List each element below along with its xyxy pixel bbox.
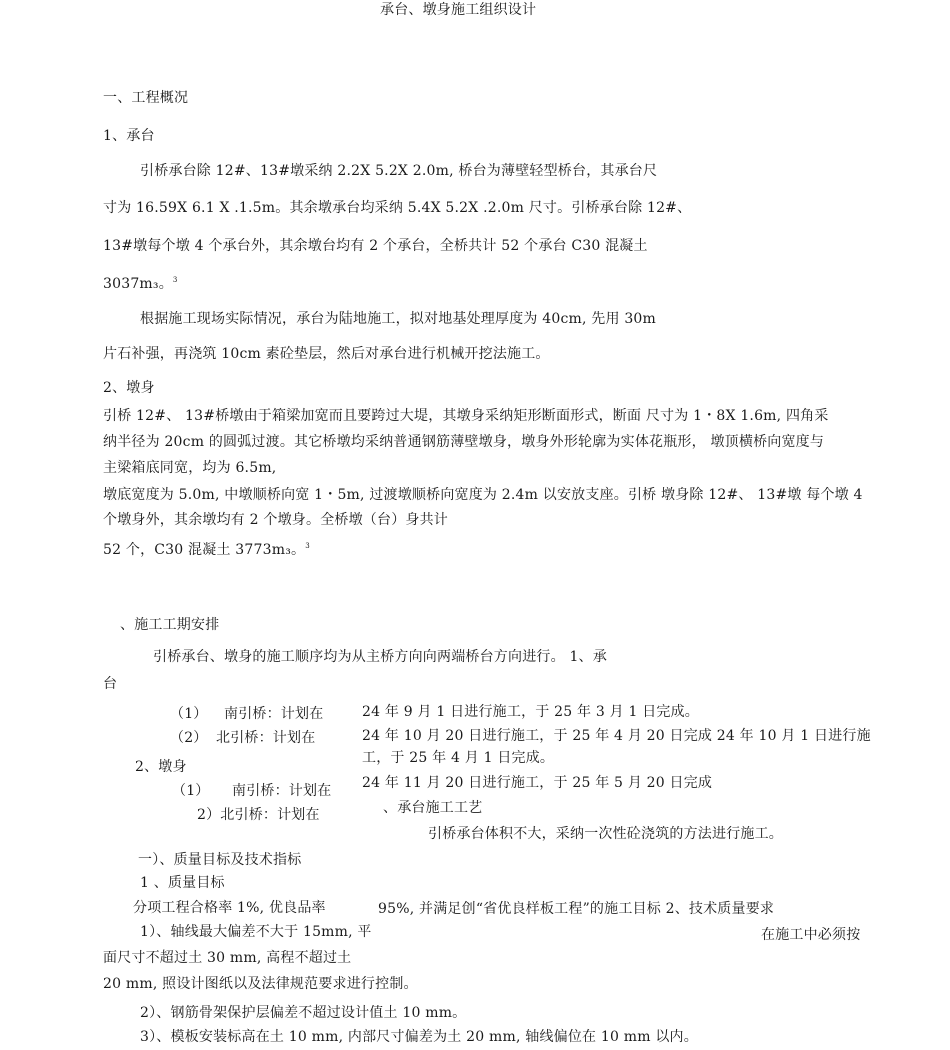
paragraph-line: 引桥 12#、 13#桥墩由于箱梁加宽而且要跨过大堤，其墩身采纳矩形断面形式，断面 尺寸为 1・8X 1.6m, 四角采 [103,408,829,424]
paragraph-line [103,274,178,294]
paragraph-line: 面尺寸不超过土 30 mm, 高程不超过土 [103,950,352,966]
paragraph-line: 个墩身外，其余墩均有 2 个墩身。全桥墩（台）身共计 [103,512,449,528]
paragraph-line: 分项工程合格率 1%, 优良品率 [133,900,326,916]
schedule-item-label: 北引桥：计划在 [216,730,316,746]
paragraph-line: 引桥承台体积不大，采纳一次性砼浇筑的方法进行施工。 [428,826,783,842]
paragraph-line: 在施工中必须按 [761,927,861,943]
paragraph-line: 墩底宽度为 5.0m, 中墩顺桥向宽 1・5m, 过渡墩顺桥向宽度为 2.4m 以安放支座。引桥 墩身除 12#、 13#墩 每个墩 4 [103,487,863,503]
schedule-item-number: （1） [170,706,208,722]
paragraph-line: 主梁箱底同宽，均为 6.5m, [103,460,277,476]
schedule-item-text: 24 年 11 月 20 日进行施工，于 25 年 5 月 20 日完成 [362,775,713,791]
paragraph-line: 2）、钢筋骨架保护层偏差不超过设计值土 10 mm。 [140,1005,467,1021]
paragraph-line: 3）、模板安装标高在土 10 mm, 内部尺寸偏差为土 20 mm, 轴线偏位在 10 mm 以内。 [140,1029,698,1045]
volume-text: 3037m₃。 [103,276,173,292]
paragraph-line: 20 mm, 照设计图纸以及法律规范要求进行控制。 [103,976,418,992]
paragraph-line: 13#墩每个墩 4 个承台外，其余墩台均有 2 个承台，全桥共计 52 个承台 C30 混凝土 [103,238,648,254]
schedule-item-label: 2）北引桥：计划在 [197,807,320,823]
paragraph-line: 根据施工现场实际情况，承台为陆地施工，拟对地基处理厚度为 40cm, 先用 30m [140,311,657,327]
section-heading-process: 、承台施工工艺 [383,800,483,816]
schedule-item-label: 南引桥：计划在 [232,783,332,799]
subheading-pier: 2、墩身 [103,380,155,396]
paragraph-line: 1）、轴线最大偏差不大于 15mm, 平 [140,924,372,940]
section-heading-quality: 一）、质量目标及技术指标 [138,852,302,868]
schedule-item-label: 南引桥：计划在 [224,706,324,722]
paragraph-line: 寸为 16.59X 6.1 X .1.5m。其余墩承台均采纳 5.4X 5.2X .2.0m 尺寸。引桥承台除 12#、 [103,200,692,216]
schedule-item-number: （1） [172,783,210,799]
schedule-item-text: 工，于 25 年 4 月 1 日完成。 [362,750,555,766]
paragraph-line [103,540,310,560]
schedule-item-text: 24 年 9 月 1 日进行施工，于 25 年 3 月 1 日完成。 [362,704,700,720]
paragraph-line: 片石补强，再浇筑 10cm 素砼垫层，然后对承台进行机械开挖法施工。 [103,346,550,362]
paragraph-line: 台 [103,676,118,692]
footnote-mark: 3 [172,276,178,284]
subheading-pier-schedule: 2、墩身 [135,759,187,775]
schedule-item-number: （2） [170,730,208,746]
section-heading-overview: 一、工程概况 [103,90,189,106]
document-title: 承台、墩身施工组织设计 [380,2,537,18]
paragraph-line: 引桥承台、墩身的施工顺序均为从主桥方向向两端桥台方向进行。 1、承 [153,649,607,665]
schedule-item-text: 24 年 10 月 20 日进行施工，于 25 年 4 月 20 日完成 24 年 10 月 1 日进行施 [362,728,871,744]
subheading-cap: 1、承台 [103,128,155,144]
footnote-mark: 3 [305,542,310,550]
paragraph-line: 95%, 并满足创“省优良样板工程”的施工目标 2、技术质量要求 [378,901,775,917]
paragraph-line: 引桥承台除 12#、13#墩采纳 2.2X 5.2X 2.0m, 桥台为薄壁轻型桥台，其承台尺 [140,163,658,179]
section-heading-schedule: 、施工工期安排 [120,617,220,633]
paragraph-line: 纳半径为 20cm 的圆弧过渡。其它桥墩均采纳普通钢筋薄壁墩身，墩身外形轮廓为实体花瓶形， 墩顶横桥向宽度与 [103,434,825,450]
volume-text: 52 个，C30 混凝土 3773m₃。 [103,542,306,558]
subheading-quality-target: 1 、质量目标 [140,875,225,891]
